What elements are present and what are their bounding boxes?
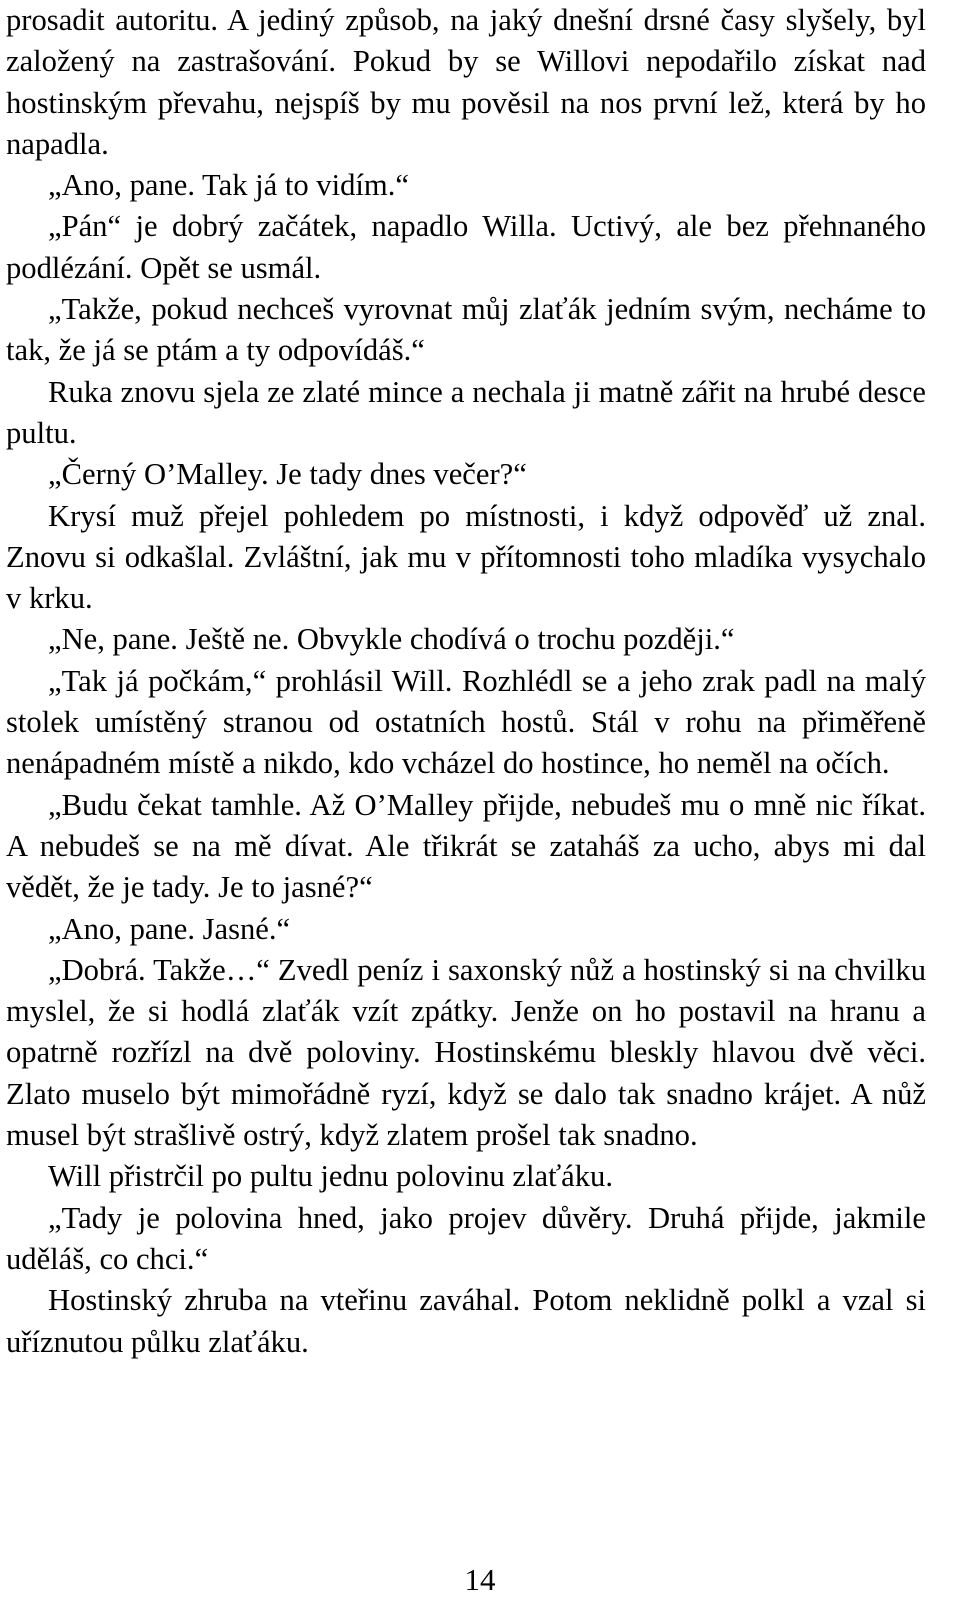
paragraph: „Tady je polovina hned, jako projev důvěry. Druhá přijde, jakmile uděláš, co chci.“ [6, 1200, 926, 1276]
paragraph: „Takže, pokud nechceš vyrovnat můj zlaťák jedním svým, necháme to tak, že já se ptám a ty odpovídáš.“ [6, 292, 926, 368]
paragraph: prosadit autoritu. A jediný způsob, na jaký dnešní drsné časy slyšely, byl založený na zastrašování. Pokud by se Willovi nepodařilo získat nad hostinským převahu, nejspíš by mu pověsil na nos první lež, která by ho napadla. [6, 3, 926, 161]
paragraph: „Tak já počkám,“ prohlásil Will. Rozhlédl se a jeho zrak padl na malý stolek umístěný stranou od ostatních hostů. Stál v rohu na přiměřeně nenápadném místě a nikdo, kdo vcházel do hostince, ho neměl na očích. [6, 663, 926, 781]
paragraph: „Dobrá. Takže…“ Zvedl peníz i saxonský nůž a hostinský si na chvilku myslel, že si hodlá zlaťák vzít zpátky. Jenže on ho postavil na hranu a opatrně rozřízl na dvě poloviny. Hostinskému bleskly hlavou dvě věci. Zlato muselo být mimořádně ryzí, když se dalo tak snadno krájet. A nůž musel být strašlivě ostrý, když zlatem prošel tak snadno. [6, 952, 926, 1153]
paragraph: „Černý O’Malley. Je tady dnes večer?“ [48, 457, 527, 492]
paragraph: „Ne, pane. Ještě ne. Obvykle chodívá o trochu později.“ [48, 622, 735, 657]
paragraph: Will přistrčil po pultu jednu polovinu zlaťáku. [48, 1159, 613, 1194]
paragraph: Krysí muž přejel pohledem po místnosti, i když odpověď už znal. Znovu si odkašlal. Zvláštní, jak mu v přítomnosti toho mladíka vysychalo v krku. [6, 498, 926, 616]
paragraph: „Ano, pane. Tak já to vidím.“ [48, 168, 409, 203]
page-number: 14 [464, 1562, 496, 1597]
paragraph: Ruka znovu sjela ze zlaté mince a nechala ji matně zářit na hrubé desce pultu. [6, 374, 926, 450]
paragraph: „Pán“ je dobrý začátek, napadlo Willa. Uctivý, ale bez přehnaného podlézání. Opět se usmál. [6, 209, 926, 285]
paragraph: „Ano, pane. Jasné.“ [48, 911, 291, 946]
book-page [6, 0, 926, 1363]
paragraph: „Budu čekat tamhle. Až O’Malley přijde, nebudeš mu o mně nic říkat. A nebudeš se na mě dívat. Ale třikrát se zataháš za ucho, abys mi dal vědět, že je tady. Je to jasné?“ [6, 787, 926, 905]
paragraph: Hostinský zhruba na vteřinu zaváhal. Potom neklidně polkl a vzal si uříznutou půlku zlaťáku. [6, 1283, 926, 1359]
